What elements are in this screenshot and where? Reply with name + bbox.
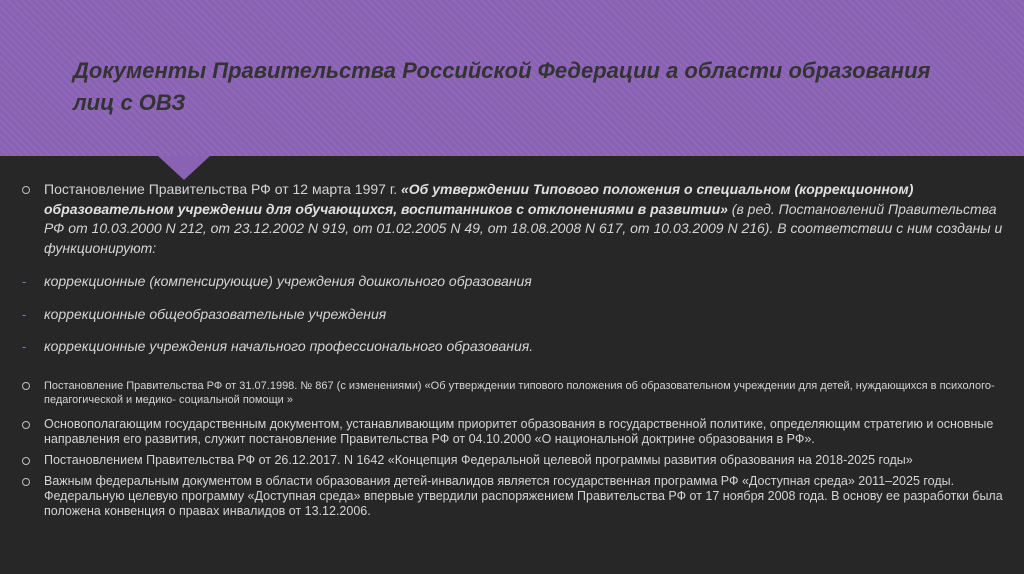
page-title: Документы Правительства Российской Федерации а области образования лиц с ОВЗ [73, 58, 931, 115]
circle-bullet-icon [22, 421, 30, 429]
banner-notch [158, 156, 210, 180]
circle-bullet-icon [22, 382, 30, 390]
dash-icon: - [22, 339, 27, 354]
dash-icon: - [22, 274, 27, 289]
list-item: Постановление Правительства РФ от 12 марта 1997 г. «Об утверждении Типового положения о специальном (коррекционном) образовательном учреждении для обучающихся, воспитанников с отклонениями в развитии» (в ред. Постановлений Правительства РФ от 10.03.2000 N 212, от 23.12.2002 N 919, от 01.02.2005 N 49, от 18.08.2008 N 617, от 10.03.2009 N 216). В соответствии с ним созданы и функционируют: [22, 180, 1012, 258]
list-item: Основополагающим государственным документом, устанавливающим приоритет образования в государственной политике, определяющим стратегию и основные направления его развития, служит постановление Правительства РФ от 04.10.2000 «О национальной доктрине образования в РФ». [22, 417, 1012, 447]
circle-bullet-icon [22, 478, 30, 486]
sub-list-item: - коррекционные учреждения начального профессионального образования. [22, 337, 1012, 357]
sub-list-item: - коррекционные (компенсирующие) учреждения дошкольного образования [22, 272, 1012, 292]
list-item: Постановлением Правительства РФ от 26.12.2017. N 1642 «Концепция Федеральной целевой программы развития образования на 2018-2025 годы» [22, 453, 1012, 468]
slide-content [22, 180, 1012, 519]
circle-bullet-icon [22, 186, 30, 194]
list-item: Важным федеральным документом в области образования детей-инвалидов является государственная программа РФ «Доступная среда» 2011–2025 годы. Федеральную целевую программу «Доступная среда» впервые утвердили распоряжением Правительства РФ от 17 ноября 2008 года. В основу ее разработки была положена конвенция о правах инвалидов от 13.12.2006. [22, 474, 1012, 519]
decree-title: «Об утверждении Типового положения о специальном (коррекционном) образовательном учреждении для обучающихся, воспитанников с отклонениями в развитии» [44, 181, 914, 217]
circle-bullet-icon [22, 457, 30, 465]
dash-icon: - [22, 306, 27, 322]
list-item: Постановление Правительства РФ от 31.07.1998. № 867 (с изменениями) «Об утверждении типового положения об образовательном учреждении для детей, нуждающихся в психолого-педагогической и медико- социальной помощи » [22, 379, 1012, 407]
sub-list-item: - коррекционные общеобразовательные учреждения [22, 305, 1012, 325]
